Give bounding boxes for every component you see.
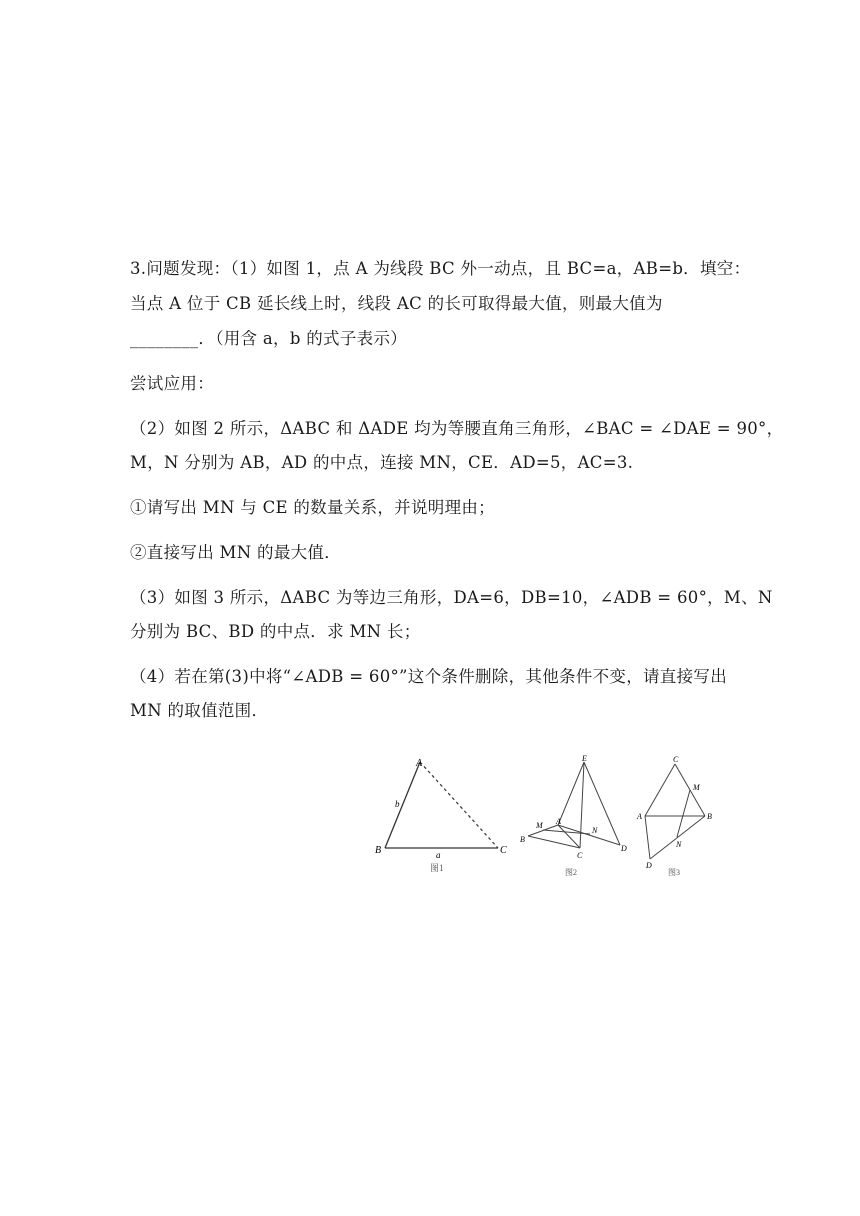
figure-1: [370, 752, 520, 882]
segment-ad: [645, 816, 650, 859]
label-a: A: [556, 817, 561, 826]
segment-ea: [558, 762, 584, 825]
segment-db: [650, 816, 705, 859]
figure-3-caption: 图3: [668, 868, 680, 877]
segment-mn: [677, 790, 690, 837]
label-c: C: [673, 755, 679, 764]
label-a: A: [637, 812, 642, 821]
label-b: B: [520, 835, 525, 844]
segment-ca: [645, 764, 675, 816]
label-b: B: [707, 812, 712, 821]
section-heading-try: 尝试应用：: [130, 374, 214, 393]
problem-line-part4-cont: MN 的取值范围．: [130, 701, 269, 720]
problem-line-part3-cont: 分别为 BC、BD 的中点．求 MN 长；: [130, 622, 421, 641]
label-a: A: [416, 758, 423, 769]
problem-line-q1: ①请写出 MN 与 CE 的数量关系，并说明理由；: [130, 498, 495, 517]
label-n: N: [676, 840, 682, 849]
label-side-b: b: [395, 799, 400, 809]
figure-2: [510, 752, 635, 882]
problem-line-1: 3.问题发现：（1）如图 1，点 A 为线段 BC 外一动点，且 BC=a，AB=b．填空：: [130, 259, 751, 278]
label-c: C: [500, 845, 507, 856]
label-m: M: [693, 783, 700, 792]
figure-3: [630, 752, 725, 882]
problem-line-part2-cont: M，N 分别为 AB，AD 的中点，连接 MN，CE．AD=5，AC=3.: [130, 453, 634, 472]
label-m: M: [536, 821, 543, 830]
label-d: D: [646, 861, 652, 870]
figure-1-caption: 图1: [430, 863, 444, 873]
problem-line-2: 当点 A 位于 CB 延长线上时，线段 AC 的长可取得最大值，则最大值为: [130, 294, 663, 313]
segment-ac-dashed: [420, 762, 498, 848]
problem-line-3: ________．（用含 a，b 的式子表示）: [130, 329, 408, 348]
label-d: D: [621, 844, 627, 853]
label-side-a: a: [436, 850, 441, 860]
label-b: B: [375, 845, 382, 856]
problem-line-part3: （3）如图 3 所示，ΔABC 为等边三角形，DA=6，DB=10，∠ADB = 60°，M、N: [130, 588, 773, 607]
label-n: N: [592, 826, 598, 835]
label-c: C: [577, 851, 583, 860]
problem-line-q2: ②直接写出 MN 的最大值．: [130, 543, 342, 562]
figure-2-caption: 图2: [565, 868, 577, 877]
segment-bc: [528, 836, 580, 848]
segment-ab: [385, 762, 420, 848]
problem-line-part2: （2）如图 2 所示，ΔABC 和 ΔADE 均为等腰直角三角形，∠BAC = ∠DAE = 90°，: [130, 419, 784, 438]
segment-ec: [580, 762, 584, 848]
label-e: E: [582, 754, 587, 763]
problem-line-part4: （4）若在第(3)中将“∠ADB = 60°”这个条件删除，其他条件不变，请直接写出: [130, 667, 727, 686]
segment-ed: [584, 762, 620, 845]
